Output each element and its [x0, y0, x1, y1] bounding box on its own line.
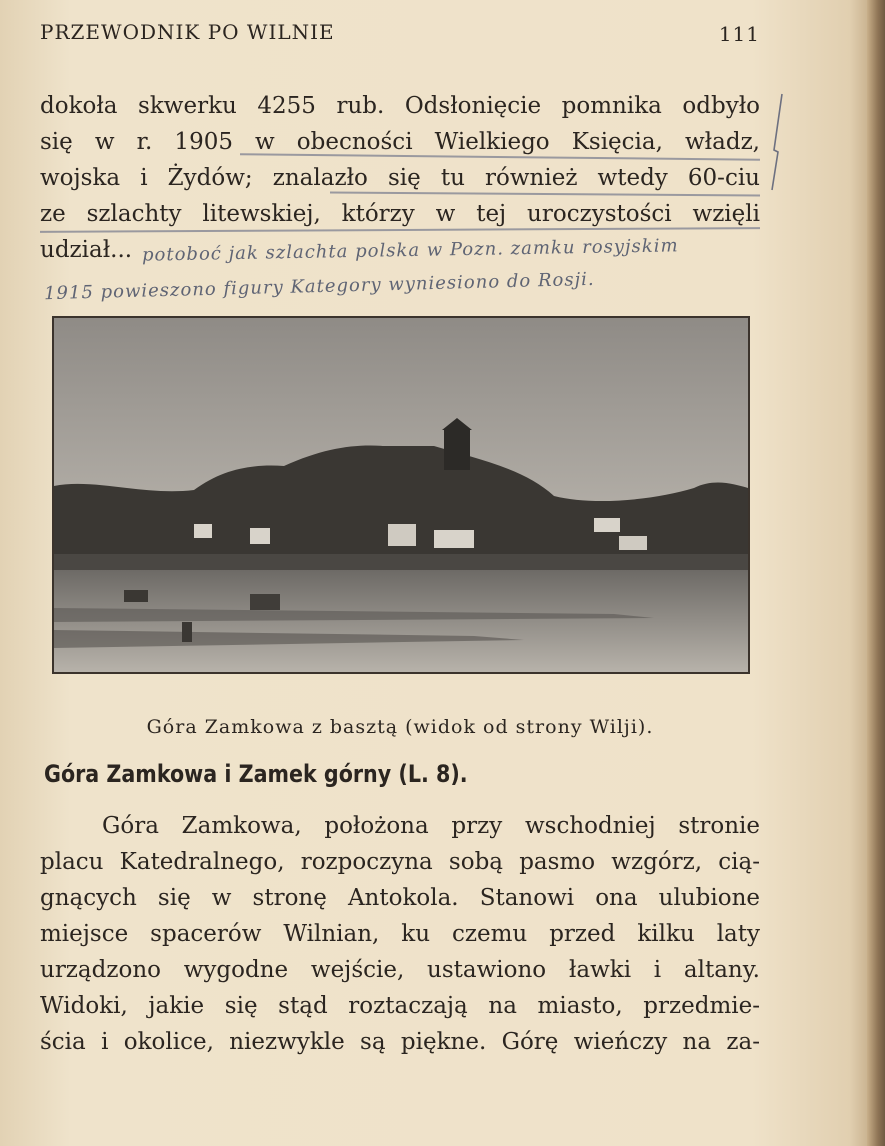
text-line: miejsce spacerów Wilnian, ku czemu przed kilku laty [40, 921, 760, 947]
text-line: się w r. 1905 w obecności Wielkiego Księcia, władz, [40, 129, 760, 155]
text-line: Góra Zamkowa, położona przy wschodniej stronie [102, 813, 760, 839]
castle-tower-icon [444, 430, 470, 470]
handwritten-note-line-2: 1915 powieszono figury Kategory wyniesiono do Rosji. [43, 268, 595, 305]
figure-caption: Góra Zamkowa z basztą (widok od strony Wilji). [146, 716, 654, 738]
text-line: ścia i okolice, niezwykle są piękne. Górę wieńczy na za- [40, 1029, 760, 1055]
text-line: urządzono wygodne wejście, ustawiono ławki i altany. [40, 957, 760, 983]
page-edge [867, 0, 885, 1146]
pencil-margin-mark [766, 92, 786, 192]
text-line: wojska i Żydów; znalazło się tu również wtedy 60-ciu [40, 165, 760, 191]
page-number: 111 [718, 22, 760, 46]
text-line: udział... [40, 237, 133, 263]
text-line: gnących się w stronę Antokola. Stanowi ona ulubione [40, 885, 760, 911]
text-line: Widoki, jakie się stąd roztaczają na miasto, przedmie- [40, 993, 760, 1019]
section-title: Góra Zamkowa i Zamek górny (L. 8). [44, 760, 468, 788]
text-line: dokoła skwerku 4255 rub. Odsłonięcie pomnika odbyło [40, 93, 760, 119]
text-line: placu Katedralnego, rozpoczyna sobą pasmo wzgórz, cią- [40, 849, 760, 875]
halftone-photograph [52, 316, 750, 674]
section-paragraph [40, 808, 760, 1060]
castle-hill-photo [54, 318, 748, 672]
running-title: PRZEWODNIK PO WILNIE [40, 20, 335, 44]
handwritten-note-line-1: potoboć jak szlachta polska w Pozn. zamku rosyjskim [141, 235, 679, 266]
text-line: ze szlachty litewskiej, którzy w tej uroczystości wzięli [40, 201, 760, 227]
running-head [40, 20, 760, 50]
